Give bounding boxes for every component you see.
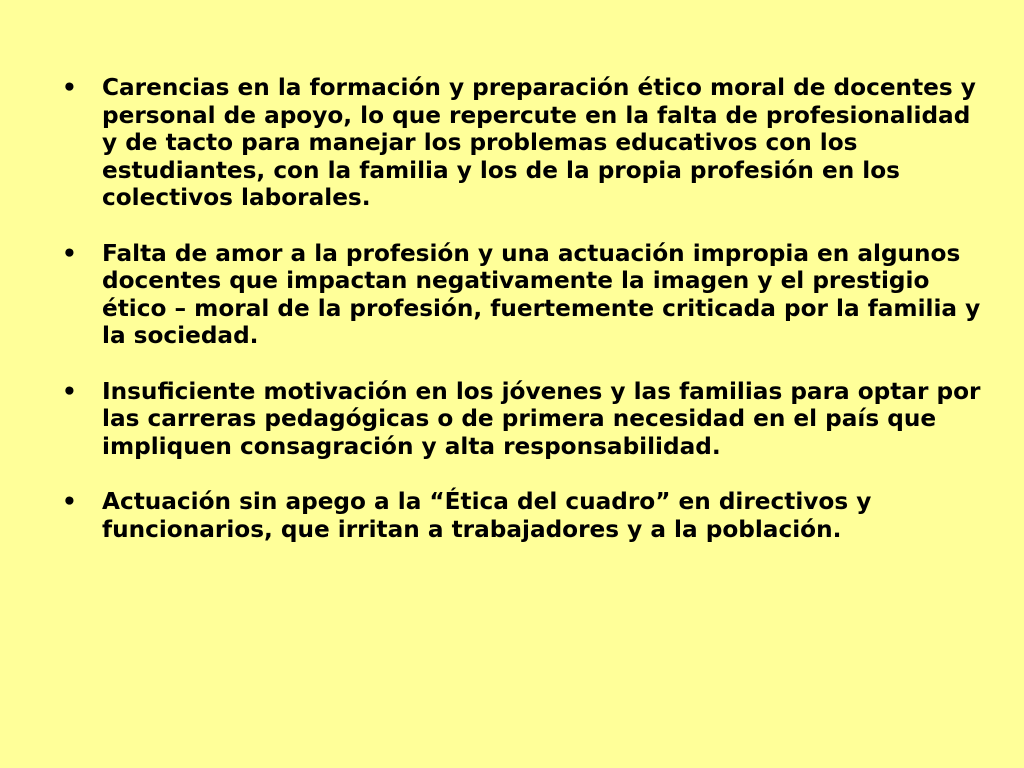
bullet-text: Falta de amor a la profesión y una actuación impropia en algunos docentes que impactan negativamente la imagen y el prestigio ético – moral de la profesión, fuertemente criticada por la familia y la sociedad. xyxy=(102,239,981,349)
bullet-text: Insuficiente motivación en los jóvenes y las familias para optar por las carreras pedagógicas o de primera necesidad en el país que impliquen consagración y alta responsabilidad. xyxy=(102,377,981,460)
bullet-item xyxy=(62,488,992,543)
bullet-item xyxy=(62,378,992,461)
bullet-icon: • xyxy=(62,377,77,405)
bullet-text: Actuación sin apego a la “Ética del cuadro” en directivos y funcionarios, que irritan a trabajadores y a la población. xyxy=(102,488,872,543)
bullet-icon: • xyxy=(62,488,77,515)
bullet-icon: • xyxy=(62,239,77,267)
bullet-item xyxy=(62,74,992,212)
bullet-icon: • xyxy=(62,74,77,101)
bullet-list xyxy=(62,74,992,571)
bullet-item xyxy=(62,240,992,350)
bullet-text: Carencias en la formación y preparación ético moral de docentes y personal de apoyo, lo que repercute en la falta de profesionalidad y de tacto para manejar los problemas educativos con los estudiantes, con la familia y los de la propia profesión en los colectivos laborales. xyxy=(102,74,976,211)
